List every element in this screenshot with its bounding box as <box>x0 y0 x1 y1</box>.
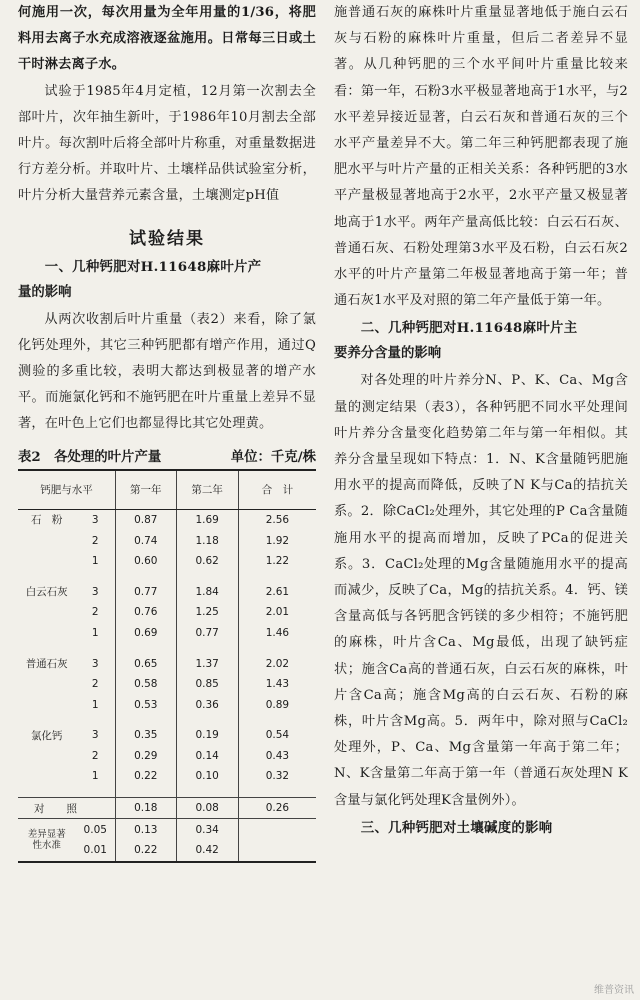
treatment-name <box>18 766 75 787</box>
section-2-heading-line2: 要养分含量的影响 <box>334 345 442 362</box>
significance-year2: 0.42 <box>176 840 238 862</box>
spacer-cell <box>18 715 75 725</box>
treatment-name: 石 粉 <box>30 514 63 527</box>
spacer-cell <box>75 787 115 798</box>
spacer-cell <box>116 787 176 798</box>
year2-value: 0.19 <box>176 725 238 746</box>
table-2-unit: 单位：千克/株 <box>230 448 316 465</box>
significance-total <box>238 819 316 840</box>
table-row <box>18 725 316 746</box>
table-spacer-row <box>18 643 316 653</box>
treatment-level: 2 <box>91 749 99 762</box>
year1-value: 0.77 <box>116 581 176 602</box>
table-spacer-row <box>18 787 316 798</box>
treatment-name: 氯化钙 <box>30 729 63 742</box>
table-header-year1: 第一年 <box>116 470 176 510</box>
spacer-cell <box>116 643 176 653</box>
significance-total <box>238 840 316 862</box>
total-value: 2.01 <box>265 606 290 619</box>
treatment-level: 3 <box>91 513 99 526</box>
year1-value: 0.65 <box>116 653 176 674</box>
total-value: 1.92 <box>265 534 290 547</box>
spacer-cell <box>176 571 238 581</box>
table-row <box>18 694 316 715</box>
table-row <box>18 674 316 695</box>
year2-value: 1.69 <box>176 509 238 530</box>
year2-value: 1.25 <box>176 602 238 623</box>
spacer-cell <box>176 715 238 725</box>
treatment-name <box>18 530 75 551</box>
year1-value: 0.29 <box>116 746 176 767</box>
significance-level: 0.01 <box>75 840 115 862</box>
treatment-level: 3 <box>91 585 99 598</box>
treatment-name <box>18 602 75 623</box>
watermark: 维普资讯 <box>594 985 634 996</box>
treatment-name: 白云石灰 <box>25 586 68 599</box>
treatment-level: 2 <box>91 606 99 619</box>
total-value: 0.43 <box>265 749 290 762</box>
treatment-level: 2 <box>91 678 99 691</box>
table-row <box>18 530 316 551</box>
control-total: 0.26 <box>238 797 316 819</box>
right-column <box>334 0 628 841</box>
treatment-level: 3 <box>91 657 99 670</box>
year1-value: 0.74 <box>116 530 176 551</box>
table-2-title: 表2 各处理的叶片产量 <box>18 448 162 465</box>
table-row <box>18 581 316 602</box>
right-paragraph-2: 对各处理的叶片养分N、P、K、Ca、Mg含量的测定结果（表3），各种钙肥不同水平处理间叶片养分含量变化趋势第二年与第一年相似。其养分含量呈现如下特点：1．N、K含量随钙肥施用水平的提高而降低，反映了N K与Ca的拮抗关系。2．除CaCl₂处理外，其它处理的P Ca含量随施用水平的提高而增加，反映了PCa的促进关系。3．CaCl₂处理的Mg含量随施用水平的提高而减少，反映了Ca，Mg的拮抗关系。4．钙、镁含量高低与各钙肥含钙镁的多少相符；不施钙肥的麻株，叶片含Ca、Mg最低，出现了缺钙症状；施含Ca高的普通石灰，白云石灰的麻株，叶片含Ca高；施含Mg高的白云石灰、石粉的麻株，叶片含Mg高。5．两年中，除对照与CaCl₂处理外，P、Ca、Mg含量第一年高于第二年；N、K含量第二年高于第一年（普通石灰处理N K含量与氯化钙处理K含量例外）。 <box>334 373 628 808</box>
significance-level: 0.05 <box>75 819 115 840</box>
treatment-level: 1 <box>91 770 99 783</box>
treatment-level: 1 <box>91 555 99 568</box>
table-2-caption <box>18 446 316 465</box>
results-heading: 试验结果 <box>129 228 205 249</box>
table-row <box>18 602 316 623</box>
treatment-level: 2 <box>91 534 99 547</box>
spacer-cell <box>176 643 238 653</box>
table-row <box>18 509 316 530</box>
significance-label-line1: 差异显著 <box>27 828 66 840</box>
treatment-level: 1 <box>91 698 99 711</box>
table-header-treatment: 钙肥与水平 <box>18 470 116 510</box>
total-value: 0.54 <box>265 729 290 742</box>
table-row <box>18 746 316 767</box>
significance-year1: 0.13 <box>116 819 176 840</box>
left-paragraph-1: 何施用一次，每次用量为全年用量的1/36，将肥料用去离子水充成溶液逐盆施用。日常每三日或土干时淋去离子水。 <box>18 5 316 73</box>
spacer-cell <box>18 571 75 581</box>
total-value: 1.46 <box>265 626 290 639</box>
spacer-cell <box>116 715 176 725</box>
total-value: 2.02 <box>265 657 290 670</box>
spacer-cell <box>238 571 316 581</box>
spacer-cell <box>238 643 316 653</box>
table-spacer-row <box>18 571 316 581</box>
year1-value: 0.58 <box>116 674 176 695</box>
significance-year2: 0.34 <box>176 819 238 840</box>
spacer-cell <box>18 787 75 798</box>
year1-value: 0.76 <box>116 602 176 623</box>
table-row <box>18 551 316 572</box>
spacer-cell <box>75 715 115 725</box>
year2-value: 0.36 <box>176 694 238 715</box>
significance-label-line2: 性水准 <box>32 839 61 851</box>
treatment-name: 普通石灰 <box>25 658 68 670</box>
total-value: 0.32 <box>265 770 290 783</box>
table-row <box>18 766 316 787</box>
year2-value: 0.77 <box>176 623 238 644</box>
control-label: 对照 <box>18 797 116 819</box>
table-header-year2: 第二年 <box>176 470 238 510</box>
year1-value: 0.60 <box>116 551 176 572</box>
section-1-heading-line2: 量的影响 <box>18 283 72 300</box>
total-value: 2.61 <box>265 585 290 598</box>
treatment-level: 3 <box>91 729 99 742</box>
total-value: 1.43 <box>265 678 290 691</box>
total-value: 2.56 <box>265 513 290 526</box>
spacer-cell <box>238 787 316 798</box>
table-spacer-row <box>18 715 316 725</box>
treatment-name <box>18 623 75 644</box>
control-year2: 0.08 <box>176 797 238 819</box>
year2-value: 1.37 <box>176 653 238 674</box>
treatment-name <box>18 551 75 572</box>
spacer-cell <box>18 643 75 653</box>
section-2-heading-line1: 二、几种钙肥对H.11648麻叶片主 <box>360 320 578 337</box>
year2-value: 0.62 <box>176 551 238 572</box>
table-row-control <box>18 797 316 819</box>
table-header-total: 合 计 <box>238 470 316 510</box>
treatment-name <box>18 694 75 715</box>
table-row <box>18 653 316 674</box>
year2-value: 1.18 <box>176 530 238 551</box>
treatment-name <box>18 746 75 767</box>
total-value: 1.22 <box>265 555 290 568</box>
year2-value: 0.14 <box>176 746 238 767</box>
year2-value: 0.10 <box>176 766 238 787</box>
left-paragraph-2: 试验于1985年4月定植，12月第一次割去全部叶片，次年抽生新叶，于1986年10月割去全部叶片。每次割叶后将全部叶片称重，对重量数据进行方差分析。并取叶片、土壤样品供试验室分析，叶片分析大量营养元素含量，土壤测定pH值 <box>18 83 316 204</box>
spacer-cell <box>176 787 238 798</box>
year1-value: 0.87 <box>116 509 176 530</box>
table-row <box>18 623 316 644</box>
year1-value: 0.35 <box>116 725 176 746</box>
spacer-cell <box>75 643 115 653</box>
section-3-heading: 三、几种钙肥对土壤碱度的影响 <box>360 819 553 836</box>
control-year1: 0.18 <box>116 797 176 819</box>
table-row-significance <box>18 819 316 840</box>
year2-value: 0.85 <box>176 674 238 695</box>
treatment-level: 1 <box>91 626 99 639</box>
treatment-name <box>18 674 75 695</box>
table-2 <box>18 469 316 863</box>
spacer-cell <box>116 571 176 581</box>
spacer-cell <box>238 715 316 725</box>
significance-year1: 0.22 <box>116 840 176 862</box>
year1-value: 0.69 <box>116 623 176 644</box>
significance-label <box>18 819 75 862</box>
year1-value: 0.22 <box>116 766 176 787</box>
year2-value: 1.84 <box>176 581 238 602</box>
right-paragraph-1: 施普通石灰的麻株叶片重量显著地低于施白云石灰与石粉的麻株叶片重量，但后二者差异不显著。从几种钙肥的三个水平间叶片重量比较来看：第一年，石粉3水平极显著地高于1水平，与2水平差异接近显著，白云石灰和普通石灰的三个水平产量差异不大。第二年三种钙肥都表现了施肥水平与叶片产量的正相关关系：各种钙肥的3水平产量极显著地高于2水平，2水平产量又极显著地高于1水平。两年产量高低比较：白云石石灰、普通石灰、石粉处理第3水平及石粉，白云石灰2水平的叶片产量第二年极显著地高于第一年；普通石灰1水平及对照的第二年产量低于第一年。 <box>334 5 628 309</box>
section-1-heading-line1: 一、几种钙肥对H.11648麻叶片产 <box>44 258 262 275</box>
left-column <box>18 0 316 863</box>
table-2-body <box>18 509 316 861</box>
left-paragraph-3: 从两次收割后叶片重量（表2）来看，除了氯化钙处理外，其它三种钙肥都有增产作用，通过Q测验的多重比较，表明大都达到极显著的增产水平。而施氯化钙和不施钙肥在叶片重量上差异不显著，在叶色上它们也都显得比其它处理黄。 <box>18 311 316 432</box>
total-value: 0.89 <box>265 698 290 711</box>
year1-value: 0.53 <box>116 694 176 715</box>
spacer-cell <box>75 571 115 581</box>
